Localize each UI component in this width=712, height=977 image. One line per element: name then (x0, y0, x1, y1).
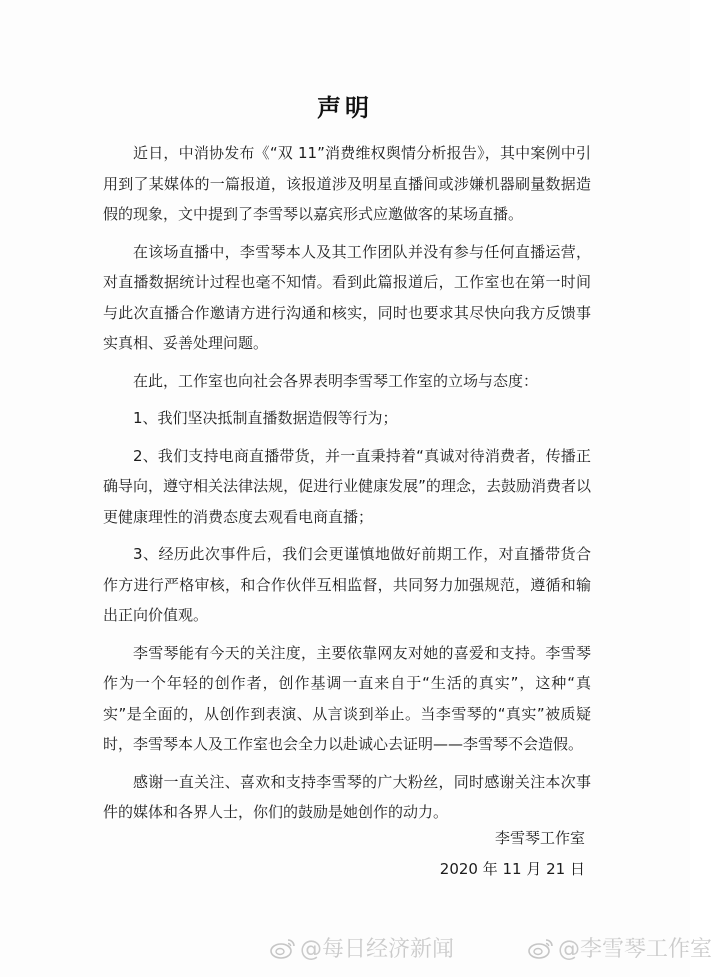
signature-org: 李雪琴工作室 (494, 829, 585, 847)
paragraph: 李雪琴能有今天的关注度，主要依靠网友对她的喜爱和支持。李雪琴作为一个年轻的创作者，创作基调一直来自于“生活的真实”，这种“真实”是全面的，从创作到表演、从言谈到举止。当李雪琴的“真实”被质疑时，李雪琴本人及工作室也会全力以赴诚心去证明——李雪琴不会造假。 (103, 643, 591, 753)
paragraph: 近日，中消协发布《“双 11”消费维权舆情分析报告》，其中案例中引用到了某媒体的一篇报道，该报道涉及明星直播间或涉嫌机器刷量数据造假的现象，文中提到了李雪琴以嘉宾形式应邀做客的某场直播。 (103, 144, 591, 223)
weibo-icon (528, 937, 554, 959)
paragraph: 1、我们坚决抵制直播数据造假等行为； (133, 409, 398, 427)
weibo-icon (270, 937, 296, 959)
signature-block (440, 823, 585, 885)
document-body (103, 138, 591, 835)
watermark-right-label: @李雪琴工作室 (558, 937, 712, 962)
paragraph: 感谢一直关注、喜欢和支持李雪琴的广大粉丝，同时感谢关注本次事件的媒体和各界人士，你们的鼓励是她创作的动力。 (103, 772, 591, 821)
paragraph: 在该场直播中，李雪琴本人及其工作团队并没有参与任何直播运营，对直播数据统计过程也毫不知情。看到此篇报道后，工作室也在第一时间与此次直播合作邀请方进行沟通和核实，同时也要求其尽快向我方反馈事实真相、妥善处理问题。 (103, 242, 591, 352)
watermark-author (528, 932, 712, 963)
document-title: 声明 (317, 94, 373, 122)
watermark-left-label: @每日经济新闻 (300, 937, 455, 962)
signature-date: 2020 年 11 月 21 日 (439, 860, 585, 878)
watermark-strip (0, 932, 712, 972)
paragraph: 在此，工作室也向社会各界表明李雪琴工作室的立场与态度： (133, 371, 539, 390)
paragraph: 3、经历此次事件后，我们会更谨慎地做好前期工作，对直播带货合作方进行严格审核，和合作伙伴互相监督，共同努力加强规范，遵循和输出正向价值观。 (103, 545, 591, 624)
watermark-source (270, 932, 454, 963)
paragraph: 2、我们支持电商直播带货，并一直秉持着“真诚对待消费者，传播正确导向，遵守相关法律法规，促进行业健康发展”的理念，去鼓励消费者以更健康理性的消费态度去观看电商直播； (103, 446, 591, 526)
